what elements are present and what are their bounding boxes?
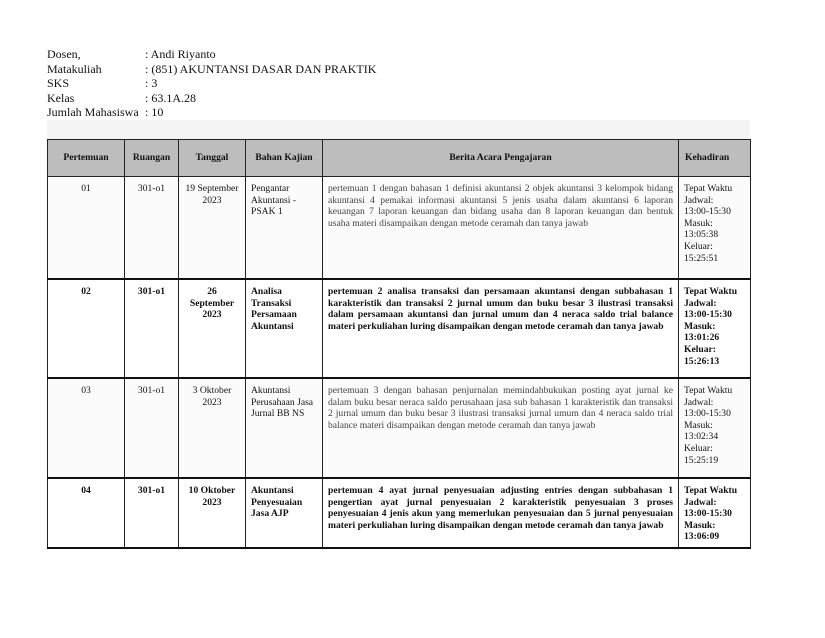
cell-tanggal: 26 September 2023 [179,279,246,378]
sks-label: SKS [47,76,70,91]
col-header-tanggal: Tanggal [179,140,246,177]
kehadiran-masuk-label: Masuk: [684,419,713,431]
kelas-row [47,91,376,106]
kehadiran-status: Tepat Waktu [684,385,733,396]
table-header-row [48,140,751,177]
cell-pertemuan: 03 [48,378,125,478]
cell-berita-acara: pertemuan 4 ayat jurnal penyesuaian adjusting entries dengan subbahasan 1 pengertian ayat jurnal penyesuaian 2 karakteristik penyesuaian 3 proses penyesuaian 4 jenis akun yang memerlukan penyesuaian dan 5 jurnal penyesuaian materi perkuliahan luring disampaikan dengan metode ceramah dan tanya jawab [323,478,679,548]
table-row [48,478,751,548]
cell-tanggal: 3 Oktober 2023 [179,378,246,478]
cell-ruangan: 301-o1 [125,478,179,548]
cell-kehadiran [679,378,751,478]
kehadiran-jadwal-value: 13:00-15:30 [684,206,731,218]
kehadiran-jadwal-label: Jadwal: [684,194,714,206]
header-spacer-band [47,120,750,139]
dosen-row [47,47,376,62]
table-row [48,177,751,280]
jumlah-mahasiswa-value: : 10 [145,105,164,120]
cell-bahan-kajian: Analisa Transaksi Persamaan Akuntansi [246,279,323,378]
cell-pertemuan: 01 [48,177,125,280]
course-info-header [47,47,376,120]
kehadiran-masuk-value: 13:05:38 [684,229,719,241]
sks-value: : 3 [145,76,158,91]
cell-berita-acara: pertemuan 1 dengan bahasan 1 definisi akuntansi 2 objek akuntansi 3 kelompok bidang akuntansi 4 pemakai informasi akuntansi 5 jenis usaha dalam akuntansi 6 laporan keuangan 7 laporan keuangan dan bidang usaha dan 8 laporan keuangan dan bentuk usaha materi disampaikan dengan metode ceramah dan tanya jawab [323,177,679,280]
kehadiran-jadwal-label: Jadwal: [684,297,717,309]
kehadiran-masuk-label: Masuk: [684,519,716,531]
kehadiran-keluar-value: 15:26:13 [684,355,720,367]
col-header-bahan-kajian: Bahan Kajian [246,140,323,177]
attendance-table [47,139,751,549]
kehadiran-keluar-value: 15:25:19 [684,454,719,466]
cell-kehadiran [679,478,751,548]
cell-ruangan: 301-o1 [125,279,179,378]
cell-bahan-kajian: Akuntansi Perusahaan Jasa Jurnal BB NS [246,378,323,478]
kehadiran-masuk-value: 13:06:09 [684,531,720,543]
kehadiran-masuk-value: 13:01:26 [684,332,720,344]
dosen-label: Dosen, [47,47,81,61]
dosen-value: : Andi Riyanto [145,47,216,61]
col-header-pertemuan: Pertemuan [48,140,125,177]
matakuliah-label: Matakuliah [47,61,102,76]
jumlah-mahasiswa-row [47,105,376,120]
cell-bahan-kajian: Pengantar Akuntansi - PSAK 1 [246,177,323,280]
kehadiran-status: Tepat Waktu [684,286,738,297]
kehadiran-jadwal-label: Jadwal: [684,496,717,508]
matakuliah-value: : (851) AKUNTANSI DASAR DAN PRAKTIK [145,61,377,76]
matakuliah-row [47,62,376,77]
kehadiran-masuk-label: Masuk: [684,217,713,229]
cell-pertemuan: 02 [48,279,125,378]
cell-tanggal: 10 Oktober 2023 [179,478,246,548]
table-row [48,378,751,478]
cell-kehadiran [679,279,751,378]
cell-pertemuan: 04 [48,478,125,548]
kehadiran-jadwal-value: 13:00-15:30 [684,508,732,520]
cell-ruangan: 301-o1 [125,378,179,478]
cell-tanggal: 19 September 2023 [179,177,246,280]
kehadiran-jadwal-label: Jadwal: [684,396,714,408]
cell-kehadiran [679,177,751,280]
kehadiran-keluar-label: Keluar: [684,343,716,355]
col-header-berita-acara: Berita Acara Pengajaran [323,140,679,177]
kehadiran-masuk-label: Masuk: [684,320,716,332]
table-row [48,279,751,378]
kehadiran-status: Tepat Waktu [684,183,733,194]
kehadiran-jadwal-value: 13:00-15:30 [684,309,732,321]
col-header-kehadiran: Kehadiran [679,140,751,177]
jumlah-mahasiswa-label: Jumlah Mahasiswa [47,105,139,120]
kelas-value: : 63.1A.28 [145,90,196,105]
col-header-ruangan: Ruangan [125,140,179,177]
kehadiran-jadwal-value: 13:00-15:30 [684,408,731,420]
kehadiran-keluar-value: 15:25:51 [684,252,719,264]
cell-bahan-kajian: Akuntansi Penyesuaian Jasa AJP [246,478,323,548]
cell-ruangan: 301-o1 [125,177,179,280]
cell-berita-acara: pertemuan 3 dengan bahasan penjurnalan memindahbukukan posting ayat jurnal ke dalam buku besar neraca saldo perusahaan jasa sub bahasan 1 karakteristik dan transaksi 2 jurnal umum dan buku besar 3 ilustrasi transaksi jurnal umum dan 4 neraca saldo trial balance materi disampaikan dengan metode ceramah dan tanya jawab [323,378,679,478]
kehadiran-status: Tepat Waktu [684,485,738,496]
kehadiran-keluar-label: Keluar: [684,240,713,252]
kehadiran-keluar-label: Keluar: [684,442,713,454]
kehadiran-masuk-value: 13:02:34 [684,431,719,443]
sks-row [47,76,376,91]
kelas-label: Kelas [47,90,75,105]
cell-berita-acara: pertemuan 2 analisa transaksi dan persamaan akuntansi dengan subbahasan 1 karakteristik dan transaksi 2 jurnal umum dan buku besar 3 ilustrasi transaksi dalam persamaan akuntansi dan jurnal umum dan 4 neraca saldo trial balance materi perkuliahan luring disampaikan dengan metode ceramah dan tanya jawab [323,279,679,378]
